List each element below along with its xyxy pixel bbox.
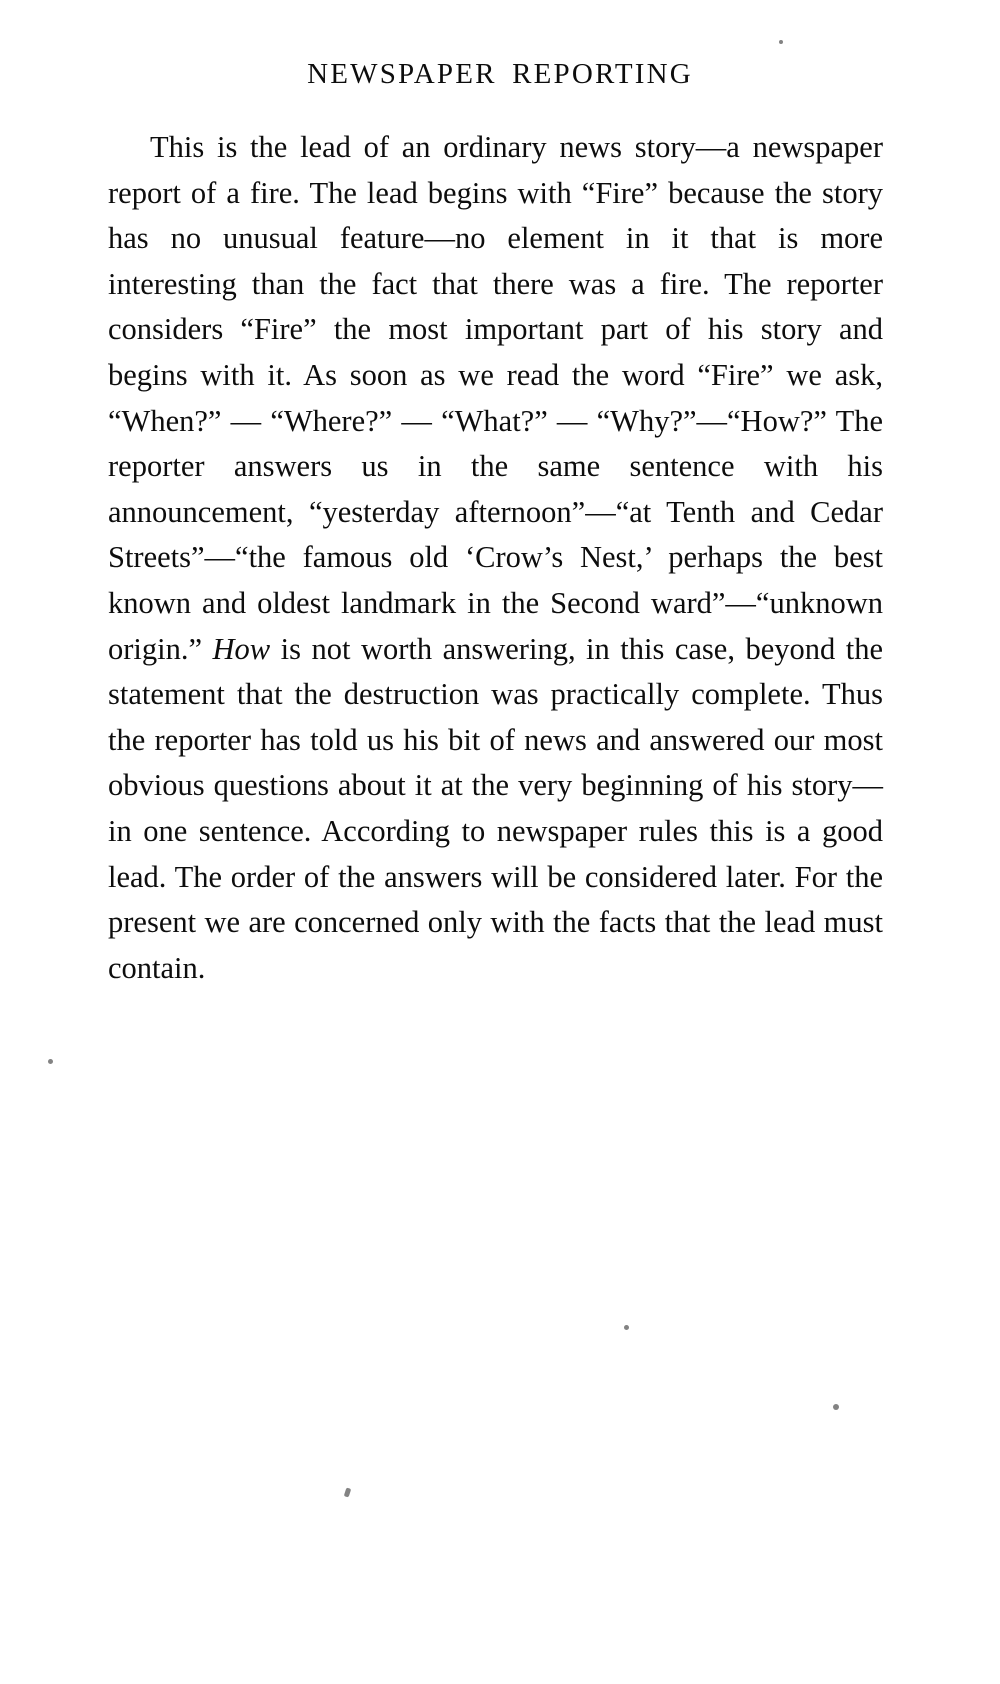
paragraph-text-before-italic: This is the lead of an ordinary news story—a newspaper report of a fire. The lead begins with “Fire” because the story has no unusual feature—no element in it that is more interesting than the fact that there was a fire. The reporter considers “Fire” the most important part of his story and begins with it. As soon as we read the word “Fire” we ask, “When?” — “Where?” — “What?” — “Why?”—“How?” The reporter answers us in the same sentence with his announcement, “yesterday afternoon”—“at Tenth and Cedar Streets”—“the famous old ‘Crow’s Nest,’ perhaps the best known and oldest landmark in the Second ward”—“unknown origin.” [108, 130, 883, 666]
page-running-head: NEWSPAPER REPORTING [307, 58, 693, 90]
scan-speck [833, 1404, 839, 1410]
scan-speck [48, 1059, 53, 1064]
italic-term-how: How [212, 631, 271, 666]
scan-speck [344, 1487, 352, 1497]
scan-speck [779, 40, 783, 44]
paragraph [108, 125, 883, 991]
paragraph-text-after-italic: is not worth answering, in this case, beyond the statement that the destruction was practically complete. Thus the reporter has told us his bit of news and answered our most obvious questions about it at the very beginning of his story—in one sentence. According to newspaper rules this is a good lead. The order of the answers will be considered later. For the present we are concerned only with the facts that the lead must contain. [108, 631, 883, 985]
body-text-block [108, 125, 883, 991]
scan-speck [624, 1325, 629, 1330]
